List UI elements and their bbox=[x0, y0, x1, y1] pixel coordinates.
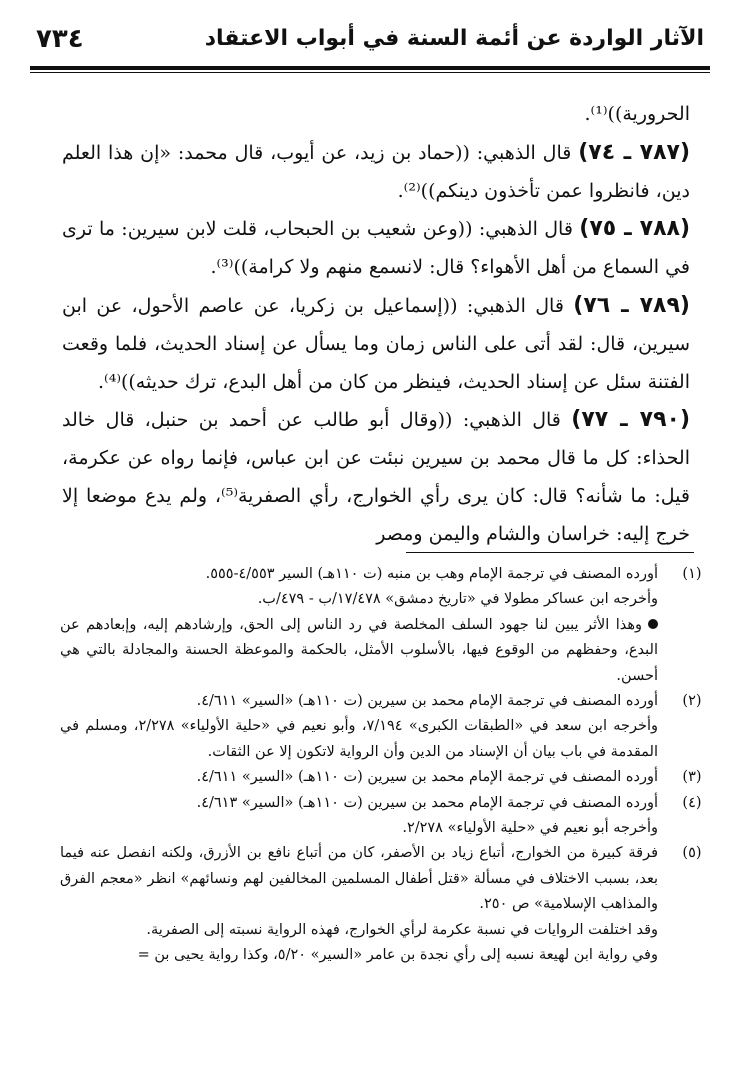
page-number: ٧٣٤ bbox=[36, 24, 84, 54]
footnotes bbox=[60, 562, 712, 969]
footnote-separator bbox=[406, 552, 694, 553]
footnote-4 bbox=[60, 791, 712, 842]
entry-number: (٧٩٠ ـ ٧٧) bbox=[571, 407, 690, 433]
footnote-line: أورده المصنف في ترجمة الإمام وهب بن منبه (ت ١١٠هـ) السير ٤/٥٥٣-٥٥٥. bbox=[205, 566, 658, 582]
footnote-line: وأخرجه ابن عساكر مطولا في «تاريخ دمشق» ١٧/٤٧٨/ب - ٤٧٩/ب. bbox=[257, 591, 658, 608]
footnote-1 bbox=[60, 562, 712, 689]
footnote-number: (٤) bbox=[682, 794, 702, 811]
footnote-line: أورده المصنف في ترجمة الإمام محمد بن سيرين (ت ١١٠هـ) «السير» ٤/٦١١. bbox=[196, 769, 658, 786]
footnote-line: وقد اختلفت الروايات في نسبة عكرمة لرأي الخوارج، فهذه الرواية نسبته إلى الصفرية. bbox=[146, 921, 658, 938]
footnote-line: وفي رواية ابن لهيعة نسبه إلى رأي نجدة بن عامر «السير» ٥/٢٠، وكذا رواية يحيى بن = bbox=[137, 947, 658, 964]
entry-787 bbox=[62, 134, 690, 211]
entry-text: قال الذهبي: ((وعن شعيب بن الحبحاب، قلت لابن سيرين: ما ترى في السماع من أهل الأهواء؟ قال: لانسمع منهم ولا كرامة))⁽³⁾. bbox=[62, 218, 690, 279]
footnote-number: (٥) bbox=[682, 845, 702, 862]
footnote-line: أورده المصنف في ترجمة الإمام محمد بن سيرين (ت ١١٠هـ) «السير» ٤/٦١١. bbox=[196, 693, 658, 710]
entry-text: قال الذهبي: ((حماد بن زيد، عن أيوب، قال محمد: «إن هذا العلم دين، فانظروا عمن تأخذون دينكم))⁽²⁾. bbox=[62, 141, 690, 202]
footnote-5 bbox=[60, 841, 712, 968]
footnote-line: فرقة كبيرة من الخوارج، أتباع زياد بن الأصفر، كان من أتباع نافع بن الأزرق، ولكنه انفصل عنه فيما بعد، بسبب الاختلاف في مسألة «قتل أطفال المسلمين المخالفين لهم ونسائهم» انظر «معجم الفرق والمذاهب الإسلامية» ص ٢٥٠. bbox=[60, 845, 658, 913]
footnote-line: أورده المصنف في ترجمة الإمام محمد بن سيرين (ت ١١٠هـ) «السير» ٤/٦١٣. bbox=[196, 794, 658, 811]
header-rule-thick bbox=[30, 66, 710, 70]
header-rule-thin bbox=[30, 72, 710, 73]
entry-text: قال الذهبي: ((إسماعيل بن زكريا، عن عاصم الأحول، عن ابن سيرين، قال: لقد أتى على الناس زمان وما يسأل عن إسناد الحديث، فلما وقعت الفتنة سئل عن إسناد الحديث، فينظر من كان من أهل البدع، ترك حديثه))⁽⁴⁾. bbox=[62, 294, 690, 393]
entry-text: قال الذهبي: ((وقال أبو طالب عن أحمد بن حنبل، قال خالد الحذاء: كل ما قال محمد بن سيرين نبئت عن ابن عباس، فإنما رواه عن عكرمة، قيل: ما شأنه؟ قال: كان يرى رأي الخوارج، رأي الصفرية⁽⁵⁾، ولم يدع موضعا إلا خرج إليه: خراسان والشام واليمن ومصر bbox=[62, 409, 690, 545]
bullet-icon bbox=[648, 619, 658, 629]
footnote-3 bbox=[60, 765, 712, 790]
entry-number: (٧٨٩ ـ ٧٦) bbox=[573, 292, 690, 318]
entry-number: (٧٨٨ ـ ٧٥) bbox=[579, 216, 690, 242]
entry-number: (٧٨٧ ـ ٧٤) bbox=[578, 139, 690, 165]
entry-789 bbox=[62, 287, 690, 401]
entry-788 bbox=[62, 210, 690, 287]
footnote-number: (٢) bbox=[682, 693, 702, 710]
footnote-line: وأخرجه ابن سعد في «الطبقات الكبرى» ٧/١٩٤، وأبو نعيم في «حلية الأولياء» ٢/٢٧٨، ومسلم في المقدمة في باب بيان أن الإسناد من الدين وأن الرواية لاتكون إلا عن الثقات. bbox=[60, 718, 658, 760]
entry-790 bbox=[62, 401, 690, 553]
paragraph-continuation: الحرورية))⁽¹⁾. bbox=[584, 103, 690, 125]
footnote-line: وأخرجه أبو نعيم في «حلية الأولياء» ٢/٢٧٨. bbox=[402, 820, 658, 837]
main-text bbox=[62, 96, 690, 554]
running-title: الآثار الواردة عن أئمة السنة في أبواب الاعتقاد bbox=[204, 26, 704, 51]
footnote-number: (١) bbox=[682, 566, 702, 582]
footnote-line: وهذا الأثر يبين لنا جهود السلف المخلصة في رد الناس إلى الحق، وإرشادهم إليه، وإبعادهم عن البدع، وحفظهم من الوقوع فيها، بالأسلوب الأمثل، بالحكمة والموعظة الحسنة والمجادلة بالتي هي أحسن. bbox=[60, 616, 658, 684]
page-header bbox=[30, 20, 710, 60]
footnote-number: (٣) bbox=[682, 769, 702, 786]
footnote-2 bbox=[60, 689, 712, 765]
